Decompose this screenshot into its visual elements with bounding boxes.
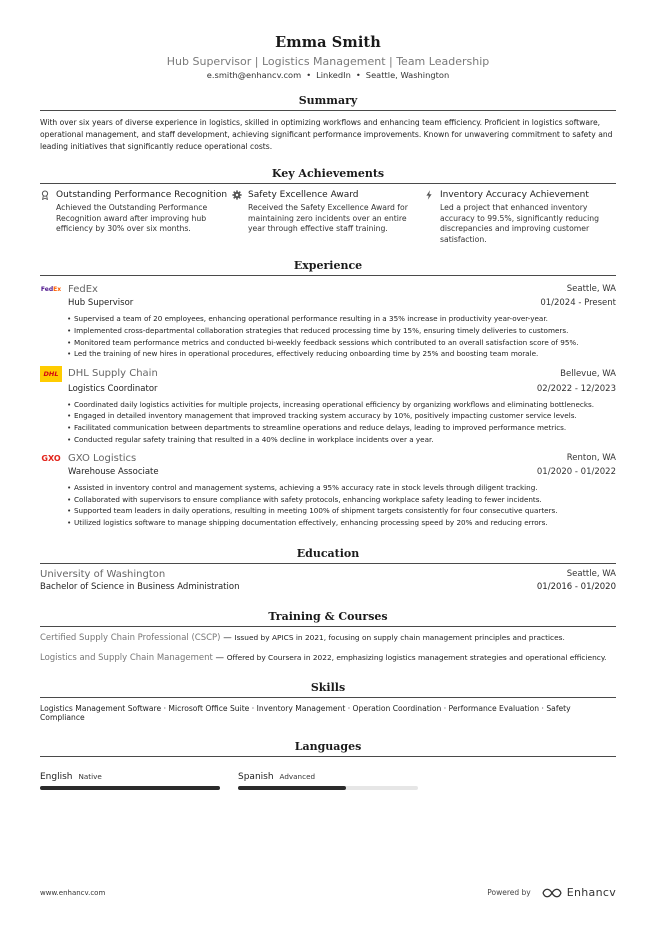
job-dates: 01/2020 - 01/2022	[536, 467, 616, 478]
achievement-item	[40, 190, 232, 245]
course-desc: Offered by Coursera in 2022, emphasizing logistics management strategies and operational efficiency.	[226, 652, 607, 662]
languages-title: Languages	[40, 740, 616, 757]
skills-title: Skills	[40, 681, 616, 698]
job-bullets	[40, 399, 616, 445]
achievement-title: Inventory Accuracy Achievement	[440, 190, 589, 200]
achievement-item	[232, 190, 424, 245]
footer-site-link[interactable]: www.enhancv.com	[40, 888, 106, 897]
achievement-item	[424, 190, 616, 245]
bullet-item: • Assisted in inventory control and management systems, achieving a 95% accuracy rate in stock levels through diligent tracking.	[74, 482, 616, 494]
candidate-name: Emma Smith	[275, 34, 381, 51]
achievements-section	[40, 167, 616, 245]
separator-dot: •	[306, 70, 312, 80]
email-link[interactable]: e.smith@enhancv.com	[206, 70, 302, 80]
dhl-logo: DHL	[40, 366, 62, 382]
skills-section	[40, 681, 616, 722]
education-section	[40, 547, 616, 592]
page-footer	[40, 886, 616, 899]
job-location: Renton, WA	[566, 453, 616, 464]
gxo-logo: GXO	[41, 453, 61, 463]
languages-section	[40, 740, 616, 790]
degree-name: Bachelor of Science in Business Administration	[40, 581, 240, 592]
course-dash: —	[215, 652, 227, 663]
job-dates: 01/2024 - Present	[540, 298, 616, 309]
summary-text: With over six years of diverse experience in logistics, skilled in optimizing workflows and enhancing team efficiency. Proficient in logistics software, operational management, and staff development, achieving significant performance improvements. Known for unwavering commitment to safety and leading initiatives that significantly reduce operational costs.	[40, 118, 613, 151]
bullet-item: • Conducted regular safety training that resulted in a 40% decline in workplace incidents over a year.	[74, 434, 616, 446]
job-bullets	[40, 482, 616, 528]
experience-item	[40, 282, 616, 359]
language-level: Advanced	[279, 771, 316, 781]
course-name: Certified Supply Chain Professional (CSCP)	[40, 632, 221, 643]
language-item	[40, 764, 238, 790]
summary-title: Summary	[40, 94, 616, 111]
training-title: Training & Courses	[40, 610, 616, 627]
company-name: GXO Logistics	[68, 452, 137, 464]
education-dates: 01/2016 - 01/2020	[536, 581, 616, 592]
training-section	[40, 610, 616, 663]
lightning-icon	[424, 190, 434, 200]
enhancv-logo-icon	[541, 887, 563, 899]
fedex-logo: Fed Ex	[40, 285, 62, 293]
linkedin-link[interactable]: LinkedIn	[316, 70, 351, 80]
proficiency-fill	[238, 786, 346, 790]
proficiency-bar	[40, 786, 220, 790]
achievements-title: Key Achievements	[40, 167, 616, 184]
language-level: Native	[78, 771, 102, 781]
achievement-desc: Achieved the Outstanding Performance Recognition award after improving hub efficiency by 30% over six months.	[56, 203, 208, 234]
job-title: Hub Supervisor	[68, 298, 134, 309]
bullet-item: • Led the training of new hires in operational procedures, effectively reducing onboarding time by 25% and boosting team morale.	[74, 348, 616, 360]
job-title: Logistics Coordinator	[68, 383, 158, 394]
company-name: DHL Supply Chain	[68, 368, 158, 380]
resume-page	[40, 34, 616, 790]
bullet-item: • Supported team leaders in daily operations, resulting in meeting 100% of shipment targets consistently for four consecutive quarters.	[74, 505, 616, 517]
proficiency-bar	[238, 786, 418, 790]
resume-header	[40, 34, 616, 80]
job-bullets	[40, 313, 616, 359]
achievement-title: Outstanding Performance Recognition	[56, 190, 228, 200]
experience-item	[40, 366, 616, 445]
achievements-list	[40, 190, 616, 245]
skills-list: Logistics Management Software · Microsoft Office Suite · Inventory Management · Operation Coordination · Performance Evaluation · Safety Compliance	[40, 703, 571, 722]
job-location: Seattle, WA	[566, 284, 616, 295]
enhancv-brand[interactable]: Enhancv	[566, 886, 616, 899]
bullet-item: • Engaged in detailed inventory management that improved tracking system accuracy by 10%, positively impacting customer service levels.	[74, 410, 616, 422]
course-name: Logistics and Supply Chain Management	[40, 652, 213, 663]
achievement-title: Safety Excellence Award	[248, 190, 359, 200]
bullet-item: • Implemented cross-departmental collaboration strategies that reduced processing time by 15%, ensuring timely deliveries to customers.	[74, 325, 616, 337]
summary-section	[40, 94, 616, 153]
powered-by-label: Powered by	[487, 888, 531, 897]
course-desc: Issued by APICS in 2021, focusing on supply chain management principles and practices.	[234, 632, 565, 642]
school-name: University of Washington	[40, 568, 166, 580]
language-item	[238, 764, 436, 790]
job-location: Bellevue, WA	[560, 368, 616, 379]
candidate-tagline: Hub Supervisor | Logistics Management | Team Leadership	[166, 55, 490, 68]
bullet-item: • Supervised a team of 20 employees, enhancing operational performance resulting in a 35% increase in productivity year-over-year.	[74, 313, 616, 325]
powered-by	[487, 886, 616, 899]
bullet-item: • Facilitated communication between departments to streamline operations and reduce delays, leading to improved performance metrics.	[74, 422, 616, 434]
language-name: Spanish	[238, 771, 274, 782]
education-title: Education	[40, 547, 616, 564]
course-item	[40, 653, 616, 663]
proficiency-fill	[40, 786, 220, 790]
location-text: Seattle, Washington	[365, 70, 450, 80]
bullet-item: • Collaborated with supervisors to ensure compliance with safety protocols, enhancing workplace safety leading to fewer incidents.	[74, 494, 616, 506]
company-name: FedEx	[68, 283, 98, 295]
bullet-item: • Monitored team performance metrics and conducted bi-weekly feedback sessions which contributed to an overall satisfaction score of 95%.	[74, 337, 616, 349]
job-title: Warehouse Associate	[68, 467, 159, 478]
experience-title: Experience	[40, 259, 616, 276]
achievement-desc: Received the Safety Excellence Award for maintaining zero incidents over an entire year through effective staff training.	[248, 203, 408, 234]
achievement-desc: Led a project that enhanced inventory accuracy to 99.5%, significantly reducing discrepancies and improving customer satisfaction.	[440, 203, 600, 244]
contact-line	[40, 70, 616, 80]
experience-section	[40, 259, 616, 528]
school-location: Seattle, WA	[566, 568, 616, 579]
experience-item	[40, 451, 616, 528]
award-icon	[40, 190, 50, 200]
course-dash: —	[223, 632, 235, 643]
bullet-item: • Coordinated daily logistics activities for multiple projects, increasing operational efficiency by organizing workflows and eliminating bottlenecks.	[74, 399, 616, 411]
bullet-item: • Utilized logistics software to manage shipping documentation effectively, enhancing processing speed by 20% and reducing errors.	[74, 517, 616, 529]
job-dates: 02/2022 - 12/2023	[536, 383, 616, 394]
language-name: English	[40, 771, 73, 782]
course-item	[40, 633, 616, 643]
gear-icon	[232, 190, 242, 200]
separator-dot: •	[355, 70, 361, 80]
